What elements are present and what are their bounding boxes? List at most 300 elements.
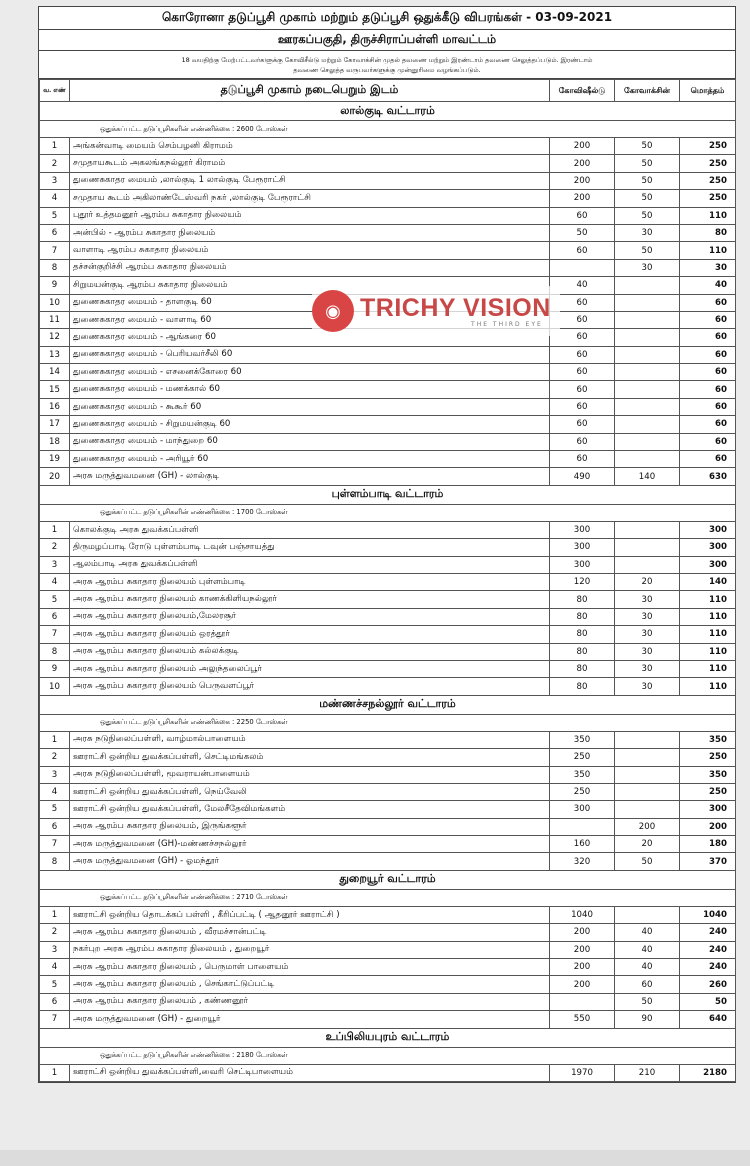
total-cell: 250 — [680, 155, 736, 172]
place-cell: துணைசுகாதர மையம் - தாளகுடி 60 — [70, 294, 550, 311]
allocated-doses-row — [40, 889, 736, 906]
covaxin-cell: 90 — [615, 1011, 680, 1028]
table-row — [40, 259, 736, 276]
watermark — [312, 286, 560, 336]
covaxin-cell: 40 — [615, 941, 680, 958]
place-cell: சமுதாய கூடம் அகிலாண்டேஸ்வரி நகர் ,லால்குடி பேரூராட்சி — [70, 190, 550, 207]
covishield-cell: 200 — [550, 959, 615, 976]
serial-number-cell: 5 — [40, 801, 70, 818]
place-cell: துணைசுகாதர மையம் - அரியூர் 60 — [70, 451, 550, 468]
serial-number-cell: 12 — [40, 329, 70, 346]
covaxin-cell — [615, 749, 680, 766]
serial-number-cell: 4 — [40, 959, 70, 976]
serial-number-cell: 7 — [40, 242, 70, 259]
covishield-cell: 490 — [550, 468, 615, 485]
covishield-cell — [550, 993, 615, 1010]
covaxin-cell: 210 — [615, 1064, 680, 1081]
covishield-cell: 200 — [550, 138, 615, 155]
table-row — [40, 783, 736, 800]
total-cell: 60 — [680, 451, 736, 468]
covaxin-cell — [615, 731, 680, 748]
table-row — [40, 468, 736, 485]
serial-number-cell: 18 — [40, 433, 70, 450]
covaxin-cell: 200 — [615, 818, 680, 835]
covaxin-cell — [615, 346, 680, 363]
covaxin-cell: 30 — [615, 643, 680, 660]
document-subtitle: ஊரகப்பகுதி, திருச்சிராப்பள்ளி மாவட்டம் — [39, 30, 735, 51]
covaxin-cell — [615, 451, 680, 468]
total-cell: 240 — [680, 941, 736, 958]
covaxin-cell: 30 — [615, 660, 680, 677]
serial-number-cell: 6 — [40, 818, 70, 835]
serial-number-cell: 9 — [40, 277, 70, 294]
place-cell: அரசு ஆரம்ப சுகாதார நிலையம் , செங்காட்டுப்பட்டி — [70, 976, 550, 993]
total-cell: 60 — [680, 294, 736, 311]
eligibility-note — [39, 51, 735, 79]
serial-number-cell: 19 — [40, 451, 70, 468]
serial-number-cell: 2 — [40, 539, 70, 556]
place-cell: அரசு ஆரம்ப சுகாதார நிலையம் , பெருமாள் பாளையம் — [70, 959, 550, 976]
serial-number-cell: 8 — [40, 259, 70, 276]
serial-number-cell: 1 — [40, 1064, 70, 1081]
covaxin-cell — [615, 783, 680, 800]
table-row — [40, 364, 736, 381]
covaxin-cell — [615, 398, 680, 415]
serial-number-cell: 4 — [40, 783, 70, 800]
covaxin-cell: 140 — [615, 468, 680, 485]
serial-number-cell: 7 — [40, 1011, 70, 1028]
total-cell: 40 — [680, 277, 736, 294]
covaxin-cell: 50 — [615, 155, 680, 172]
vaccination-schedule-sheet — [38, 6, 736, 1083]
covishield-cell: 300 — [550, 801, 615, 818]
serial-number-cell: 10 — [40, 294, 70, 311]
covishield-cell: 200 — [550, 924, 615, 941]
total-cell: 60 — [680, 329, 736, 346]
place-cell: அரசு ஆரம்ப சுகாதார நிலையம் பெருவளப்பூர் — [70, 678, 550, 695]
table-row — [40, 398, 736, 415]
total-cell: 140 — [680, 573, 736, 590]
allocated-doses-text: ஒதுக்கப்பட்ட தடுப்பூசிகளின் எண்ணிக்கை : 1700 டோஸ்கள் — [40, 504, 736, 521]
serial-number-cell: 3 — [40, 172, 70, 189]
serial-number-cell: 20 — [40, 468, 70, 485]
covaxin-cell — [615, 801, 680, 818]
place-cell: கொலக்குடி அரசு துவக்கப்பள்ளி — [70, 521, 550, 538]
covaxin-cell: 30 — [615, 591, 680, 608]
table-row — [40, 381, 736, 398]
serial-number-cell: 2 — [40, 155, 70, 172]
col-header-covaxin: கோவாக்சின் — [615, 80, 680, 102]
col-header-sn: வ. எண் — [40, 80, 70, 102]
covaxin-cell: 50 — [615, 190, 680, 207]
total-cell: 350 — [680, 731, 736, 748]
table-row — [40, 416, 736, 433]
table-row — [40, 138, 736, 155]
covishield-cell: 60 — [550, 329, 615, 346]
place-cell: அரசு மருத்துவமனை (GH)-மண்ணச்சநல்லூர் — [70, 836, 550, 853]
place-cell: அரசு மருத்துவமனை (GH) - ஓமந்தூர் — [70, 853, 550, 870]
place-cell: புதூர் உத்தமனூர் ஆரம்ப சுகாதார நிலையம் — [70, 207, 550, 224]
serial-number-cell: 6 — [40, 608, 70, 625]
col-header-total: மொத்தம் — [680, 80, 736, 102]
place-cell: அரசு மருத்துவமனை (GH) - துறையூர் — [70, 1011, 550, 1028]
allocated-doses-text: ஒதுக்கப்பட்ட தடுப்பூசிகளின் எண்ணிக்கை : 2250 டோஸ்கள் — [40, 714, 736, 731]
place-cell: அரசு நடுநிலைப்பள்ளி, மூவராயன்பாளையம் — [70, 766, 550, 783]
table-row — [40, 678, 736, 695]
place-cell: சமுதாயகூடம் அகலங்கநல்லூர் கிராமம் — [70, 155, 550, 172]
serial-number-cell: 4 — [40, 190, 70, 207]
serial-number-cell: 6 — [40, 993, 70, 1010]
table-row — [40, 556, 736, 573]
total-cell: 60 — [680, 433, 736, 450]
bottom-bar — [0, 1150, 750, 1166]
place-cell: துணைசுகாதர மையம் - கூகூர் 60 — [70, 398, 550, 415]
total-cell: 250 — [680, 190, 736, 207]
covaxin-cell — [615, 381, 680, 398]
covaxin-cell: 40 — [615, 959, 680, 976]
covishield-cell: 60 — [550, 398, 615, 415]
place-cell: அரசு ஆரம்ப சுகாதார நிலையம் அலுந்தலைப்பூர் — [70, 660, 550, 677]
covishield-cell — [550, 259, 615, 276]
camp-table — [39, 79, 736, 1082]
covishield-cell: 1970 — [550, 1064, 615, 1081]
section-name: துறையூர் வட்டாரம் — [40, 870, 736, 889]
serial-number-cell: 6 — [40, 224, 70, 241]
covaxin-cell: 50 — [615, 172, 680, 189]
serial-number-cell: 9 — [40, 660, 70, 677]
col-header-place: தடுப்பூசி முகாம் நடைபெறும் இடம் — [70, 80, 550, 102]
allocated-doses-row — [40, 714, 736, 731]
total-cell: 240 — [680, 959, 736, 976]
covaxin-cell — [615, 433, 680, 450]
covaxin-cell: 30 — [615, 224, 680, 241]
place-cell: அரசு மருத்துவமனை (GH) - லால்குடி — [70, 468, 550, 485]
covaxin-cell: 30 — [615, 678, 680, 695]
place-cell: ஊராட்சி ஒன்றிய துவக்கப்பள்ளி, மேலசீதேவிமங்களம் — [70, 801, 550, 818]
place-cell: அரசு ஆரம்ப சுகாதார நிலையம்,மேலரசூர் — [70, 608, 550, 625]
total-cell: 30 — [680, 259, 736, 276]
place-cell: வாளாடி ஆரம்ப சுகாதார நிலையம் — [70, 242, 550, 259]
total-cell: 1040 — [680, 906, 736, 923]
covaxin-cell: 50 — [615, 242, 680, 259]
table-row — [40, 731, 736, 748]
eye-logo-icon: ◉ — [312, 290, 354, 332]
total-cell: 110 — [680, 242, 736, 259]
place-cell: திருமழப்பாடி ரோடு புள்ளம்பாடி டவுன் பஞ்சாயத்து — [70, 539, 550, 556]
serial-number-cell: 15 — [40, 381, 70, 398]
serial-number-cell: 1 — [40, 731, 70, 748]
covaxin-cell: 50 — [615, 853, 680, 870]
table-row — [40, 959, 736, 976]
covishield-cell: 60 — [550, 207, 615, 224]
table-row — [40, 539, 736, 556]
serial-number-cell: 5 — [40, 207, 70, 224]
serial-number-cell: 16 — [40, 398, 70, 415]
place-cell: ஊராட்சி ஒன்றிய துவக்கப்பள்ளி,வைரி செட்டிபாளையம் — [70, 1064, 550, 1081]
total-cell: 200 — [680, 818, 736, 835]
covaxin-cell — [615, 416, 680, 433]
serial-number-cell: 17 — [40, 416, 70, 433]
covishield-cell: 80 — [550, 608, 615, 625]
covaxin-cell: 20 — [615, 573, 680, 590]
table-row — [40, 993, 736, 1010]
table-row — [40, 433, 736, 450]
serial-number-cell: 1 — [40, 138, 70, 155]
place-cell: அரசு நடுநிலைப்பள்ளி, வாழ்மால்பாளையம் — [70, 731, 550, 748]
covaxin-cell: 30 — [615, 626, 680, 643]
covishield-cell: 1040 — [550, 906, 615, 923]
table-row — [40, 818, 736, 835]
total-cell: 300 — [680, 539, 736, 556]
table-row — [40, 906, 736, 923]
section-header-row — [40, 695, 736, 714]
place-cell: ஊராட்சி ஒன்றிய துவக்கப்பள்ளி, செட்டிமங்கலம் — [70, 749, 550, 766]
covaxin-cell: 20 — [615, 836, 680, 853]
place-cell: துணைசுகாதர மையம் - எசனைக்கோரை 60 — [70, 364, 550, 381]
covaxin-cell: 50 — [615, 138, 680, 155]
covishield-cell: 80 — [550, 643, 615, 660]
covaxin-cell: 50 — [615, 993, 680, 1010]
total-cell: 250 — [680, 749, 736, 766]
table-row — [40, 224, 736, 241]
covishield-cell: 300 — [550, 556, 615, 573]
section-name: உப்பிலியபுரம் வட்டாரம் — [40, 1028, 736, 1047]
place-cell: துணைசுகாதர மையம் - மணக்கால் 60 — [70, 381, 550, 398]
covishield-cell: 120 — [550, 573, 615, 590]
total-cell: 300 — [680, 556, 736, 573]
covishield-cell: 60 — [550, 381, 615, 398]
covishield-cell: 80 — [550, 678, 615, 695]
place-cell: ஆலம்பாடி அரசு துவக்கப்பள்ளி — [70, 556, 550, 573]
total-cell: 350 — [680, 766, 736, 783]
total-cell: 630 — [680, 468, 736, 485]
covishield-cell: 350 — [550, 731, 615, 748]
covishield-cell: 60 — [550, 451, 615, 468]
place-cell: சிறுமயன்குடி ஆரம்ப சுகாதார நிலையம் — [70, 277, 550, 294]
place-cell: துணைசுகாதர மையம் - மாந்துறை 60 — [70, 433, 550, 450]
total-cell: 240 — [680, 924, 736, 941]
covishield-cell: 200 — [550, 190, 615, 207]
allocated-doses-text: ஒதுக்கப்பட்ட தடுப்பூசிகளின் எண்ணிக்கை : 2600 டோஸ்கள் — [40, 121, 736, 138]
covaxin-cell: 50 — [615, 207, 680, 224]
document-title: கொரோனா தடுப்பூசி முகாம் மற்றும் தடுப்பூசி ஒதுக்கீடு விபரங்கள் - 03-09-2021 — [39, 7, 735, 30]
total-cell: 180 — [680, 836, 736, 853]
place-cell: அன்பில் - ஆரம்ப சுகாதார நிலையம் — [70, 224, 550, 241]
allocated-doses-row — [40, 1047, 736, 1064]
table-row — [40, 190, 736, 207]
covishield-cell: 550 — [550, 1011, 615, 1028]
covishield-cell: 250 — [550, 749, 615, 766]
total-cell: 110 — [680, 591, 736, 608]
place-cell: துணைசுகாதர மையம் - பெரியவர்சீலி 60 — [70, 346, 550, 363]
covaxin-cell — [615, 766, 680, 783]
serial-number-cell: 10 — [40, 678, 70, 695]
place-cell: அரசு ஆரம்ப சுகாதார நிலையம், இருங்களூர் — [70, 818, 550, 835]
covishield-cell: 80 — [550, 626, 615, 643]
total-cell: 60 — [680, 416, 736, 433]
place-cell: அரசு ஆரம்ப சுகாதார நிலையம் காணக்கிளியநல்லூர் — [70, 591, 550, 608]
place-cell: துணைசுகாதர மையம் - சிறுமயன்குடி 60 — [70, 416, 550, 433]
covaxin-cell: 30 — [615, 259, 680, 276]
covishield-cell: 60 — [550, 433, 615, 450]
covishield-cell: 60 — [550, 364, 615, 381]
total-cell: 300 — [680, 801, 736, 818]
covishield-cell: 40 — [550, 277, 615, 294]
allocated-doses-text: ஒதுக்கப்பட்ட தடுப்பூசிகளின் எண்ணிக்கை : 2710 டோஸ்கள் — [40, 889, 736, 906]
total-cell: 640 — [680, 1011, 736, 1028]
covishield-cell — [550, 818, 615, 835]
col-header-covishield: கோவிஷீல்டு — [550, 80, 615, 102]
serial-number-cell: 7 — [40, 836, 70, 853]
serial-number-cell: 4 — [40, 573, 70, 590]
covishield-cell: 60 — [550, 242, 615, 259]
allocated-doses-row — [40, 504, 736, 521]
section-header-row — [40, 870, 736, 889]
allocated-doses-row — [40, 121, 736, 138]
table-row — [40, 1064, 736, 1081]
table-row — [40, 573, 736, 590]
total-cell: 250 — [680, 172, 736, 189]
covaxin-cell — [615, 906, 680, 923]
watermark-tagline: THE THIRD EYE — [471, 320, 543, 328]
place-cell: அரசு ஆரம்ப சுகாதார நிலையம் புள்ளம்பாடி — [70, 573, 550, 590]
serial-number-cell: 8 — [40, 643, 70, 660]
covishield-cell: 320 — [550, 853, 615, 870]
covishield-cell: 350 — [550, 766, 615, 783]
table-row — [40, 451, 736, 468]
serial-number-cell: 1 — [40, 521, 70, 538]
total-cell: 2180 — [680, 1064, 736, 1081]
serial-number-cell: 7 — [40, 626, 70, 643]
section-name: மண்ணச்சநல்லூர் வட்டாரம் — [40, 695, 736, 714]
note-line-2: தவணை செலுத்த வருபவர்களுக்கு முன்னுரிமை வழங்கப்படும். — [293, 66, 481, 74]
total-cell: 50 — [680, 993, 736, 1010]
covishield-cell: 300 — [550, 539, 615, 556]
covaxin-cell: 30 — [615, 608, 680, 625]
total-cell: 80 — [680, 224, 736, 241]
place-cell: துணைசுகாதர மையம் - வாளாடி 60 — [70, 311, 550, 328]
section-name: லால்குடி வட்டாரம் — [40, 102, 736, 121]
covishield-cell: 160 — [550, 836, 615, 853]
covishield-cell: 250 — [550, 783, 615, 800]
total-cell: 250 — [680, 783, 736, 800]
covishield-cell: 200 — [550, 941, 615, 958]
covishield-cell: 50 — [550, 224, 615, 241]
covishield-cell: 300 — [550, 521, 615, 538]
place-cell: அங்கன்வாடி மையம் செம்பழனி கிராமம் — [70, 138, 550, 155]
section-header-row — [40, 485, 736, 504]
table-row — [40, 626, 736, 643]
total-cell: 60 — [680, 398, 736, 415]
total-cell: 110 — [680, 207, 736, 224]
total-cell: 260 — [680, 976, 736, 993]
covaxin-cell — [615, 364, 680, 381]
note-line-1: 18 வயதிற்கு மேற்பட்டவர்களுக்கு கோவிசீல்டு மற்றும் கோவாக்சின் முதல் தவணை மற்றும் இரண்டாம் தவணை செலுத்தப்படும். இரண்டாம் — [181, 56, 593, 64]
covishield-cell: 60 — [550, 311, 615, 328]
place-cell: அரசு ஆரம்ப சுகாதார நிலையம் ஒரத்தூர் — [70, 626, 550, 643]
serial-number-cell: 5 — [40, 591, 70, 608]
total-cell: 110 — [680, 626, 736, 643]
serial-number-cell: 2 — [40, 749, 70, 766]
total-cell: 60 — [680, 346, 736, 363]
covishield-cell: 80 — [550, 660, 615, 677]
table-row — [40, 608, 736, 625]
section-header-row — [40, 102, 736, 121]
table-row — [40, 207, 736, 224]
total-cell: 60 — [680, 364, 736, 381]
serial-number-cell: 11 — [40, 311, 70, 328]
section-header-row — [40, 1028, 736, 1047]
table-row — [40, 924, 736, 941]
total-cell: 110 — [680, 678, 736, 695]
serial-number-cell: 3 — [40, 941, 70, 958]
covishield-cell: 200 — [550, 976, 615, 993]
covaxin-cell — [615, 556, 680, 573]
place-cell: ஊராட்சி ஒன்றிய துவக்கப்பள்ளி, நெய்வேலி — [70, 783, 550, 800]
covishield-cell: 200 — [550, 172, 615, 189]
covishield-cell: 60 — [550, 346, 615, 363]
total-cell: 110 — [680, 660, 736, 677]
place-cell: துணைசுகாதர மையம் ,லால்குடி 1 லால்குடி பேரூராட்சி — [70, 172, 550, 189]
serial-number-cell: 3 — [40, 556, 70, 573]
covaxin-cell — [615, 521, 680, 538]
serial-number-cell: 2 — [40, 924, 70, 941]
table-row — [40, 591, 736, 608]
table-row — [40, 853, 736, 870]
table-row — [40, 766, 736, 783]
table-row — [40, 836, 736, 853]
covishield-cell: 60 — [550, 294, 615, 311]
table-row — [40, 801, 736, 818]
place-cell: தச்சன்குறிச்சி ஆரம்ப சுகாதார நிலையம் — [70, 259, 550, 276]
table-row — [40, 749, 736, 766]
serial-number-cell: 8 — [40, 853, 70, 870]
total-cell: 110 — [680, 643, 736, 660]
serial-number-cell: 1 — [40, 906, 70, 923]
covaxin-cell — [615, 311, 680, 328]
covishield-cell: 60 — [550, 416, 615, 433]
table-row — [40, 1011, 736, 1028]
serial-number-cell: 5 — [40, 976, 70, 993]
total-cell: 60 — [680, 311, 736, 328]
covaxin-cell — [615, 539, 680, 556]
covaxin-cell — [615, 277, 680, 294]
covaxin-cell: 60 — [615, 976, 680, 993]
place-cell: நகர்புற அரசு ஆரம்ப சுகாதார நிலையம் , துறையூர் — [70, 941, 550, 958]
place-cell: துணைசுகாதர மையம் - ஆங்கரை 60 — [70, 329, 550, 346]
table-row — [40, 660, 736, 677]
place-cell: ஊராட்சி ஒன்றிய தொடக்கப் பள்ளி , கீரிப்பட்டி ( ஆதனூர் ஊராட்சி ) — [70, 906, 550, 923]
covishield-cell: 200 — [550, 155, 615, 172]
table-row — [40, 242, 736, 259]
table-row — [40, 346, 736, 363]
place-cell: அரசு ஆரம்ப சுகாதார நிலையம் கல்லக்குடி — [70, 643, 550, 660]
covishield-cell: 80 — [550, 591, 615, 608]
table-row — [40, 941, 736, 958]
serial-number-cell: 13 — [40, 346, 70, 363]
table-row — [40, 976, 736, 993]
table-row — [40, 521, 736, 538]
covaxin-cell: 40 — [615, 924, 680, 941]
covaxin-cell — [615, 329, 680, 346]
table-row — [40, 155, 736, 172]
table-header-row — [40, 80, 736, 102]
allocated-doses-text: ஒதுக்கப்பட்ட தடுப்பூசிகளின் எண்ணிக்கை : 2180 டோஸ்கள் — [40, 1047, 736, 1064]
covaxin-cell — [615, 294, 680, 311]
total-cell: 370 — [680, 853, 736, 870]
total-cell: 60 — [680, 381, 736, 398]
watermark-brand: TRICHY VISION — [360, 293, 551, 322]
